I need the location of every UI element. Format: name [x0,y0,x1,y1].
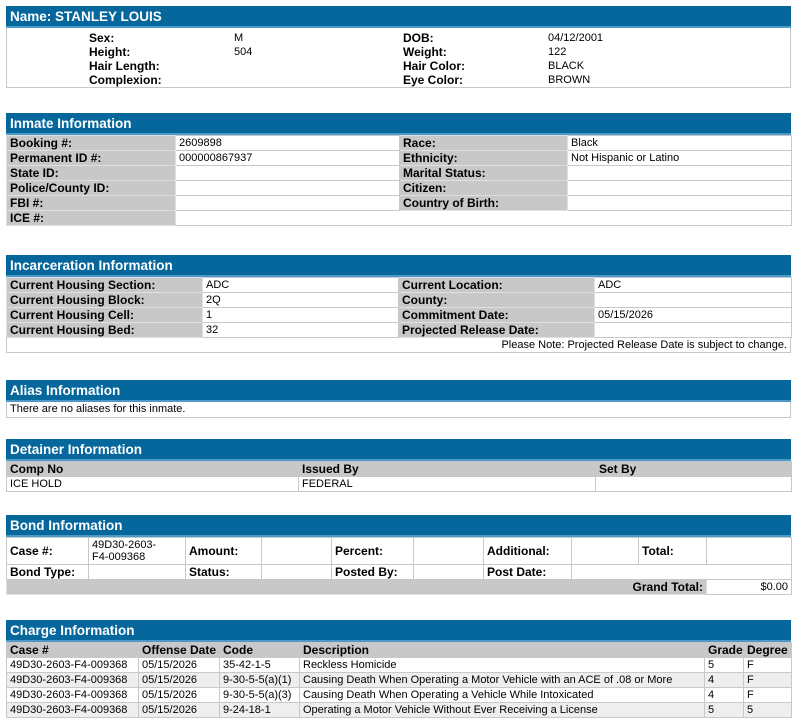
name-label: Name: [10,9,52,24]
commitment-date-value: 05/15/2026 [595,308,792,323]
bond-additional-label: Additional: [484,538,572,565]
housing-block-label: Current Housing Block: [7,293,203,308]
detainer-col-set-by: Set By [596,462,792,477]
bond-case-value [89,538,186,565]
charge-code: 9-30-5-5(a)(1) [220,673,300,688]
charge-offense-date: 05/15/2026 [139,703,220,718]
bond-table [6,537,792,595]
alias-section [6,380,791,418]
release-note: Please Note: Projected Release Date is subject to change. [6,338,791,353]
bond-type-value [89,565,186,580]
charge-case: 49D30-2603-F4-009368 [7,703,139,718]
permanent-id-value: 000000867937 [176,151,400,166]
detainer-issued-by: FEDERAL [299,477,596,492]
bond-percent-label: Percent: [332,538,414,565]
race-label: Race: [400,136,568,151]
name-header [6,6,791,28]
charge-case: 49D30-2603-F4-009368 [7,688,139,703]
bond-posted-by-label: Posted By: [332,565,414,580]
charge-offense-date: 05/15/2026 [139,688,220,703]
charge-description: Causing Death When Operating a Vehicle While Intoxicated [300,688,705,703]
current-location-label: Current Location: [399,278,595,293]
charge-offense-date: 05/15/2026 [139,673,220,688]
charge-description: Reckless Homicide [300,658,705,673]
bond-case-line2: F4-009368 [92,551,146,563]
bond-section [6,515,791,595]
detainer-comp-no: ICE HOLD [7,477,299,492]
charge-grade: 4 [705,688,744,703]
bond-post-date-value [572,565,792,580]
alias-header: Alias Information [6,380,791,402]
bond-type-label: Bond Type: [7,565,89,580]
bond-posted-by-value [414,565,484,580]
projected-release-label: Projected Release Date: [399,323,595,338]
table-row [7,703,792,718]
country-of-birth-value [568,196,792,211]
bond-case-line1: 49D30-2603- [92,539,157,551]
charge-degree: 5 [744,703,792,718]
state-id-value [176,166,400,181]
inmate-header: Inmate Information [6,113,791,135]
county-value [595,293,792,308]
hair-length-label: Hair Length: [89,59,160,73]
bond-status-label: Status: [186,565,262,580]
height-value: 504 [234,46,253,58]
citizen-label: Citizen: [400,181,568,196]
bond-percent-value [414,538,484,565]
table-row [7,477,792,492]
charge-table [6,642,792,718]
charge-case: 49D30-2603-F4-009368 [7,658,139,673]
dob-label: DOB: [403,31,434,45]
housing-cell-label: Current Housing Cell: [7,308,203,323]
table-row [7,673,792,688]
charge-description: Operating a Motor Vehicle Without Ever Receiving a License [300,703,705,718]
charge-col-offense-date: Offense Date [139,643,220,658]
alias-text: There are no aliases for this inmate. [6,402,791,418]
housing-section-label: Current Housing Section: [7,278,203,293]
detainer-set-by [596,477,792,492]
charge-col-code: Code [220,643,300,658]
charge-col-grade: Grade [705,643,744,658]
detainer-section [6,439,791,492]
permanent-id-label: Permanent ID #: [7,151,176,166]
charge-section [6,620,791,718]
bond-amount-value [262,538,332,565]
charge-col-case: Case # [7,643,139,658]
charge-description: Causing Death When Operating a Motor Vehicle with an ACE of .08 or More [300,673,705,688]
ethnicity-value: Not Hispanic or Latino [568,151,792,166]
bond-total-label: Total: [639,538,707,565]
charge-code: 35-42-1-5 [220,658,300,673]
height-label: Height: [89,45,131,59]
name-section [6,6,791,88]
projected-release-value [595,323,792,338]
commitment-date-label: Commitment Date: [399,308,595,323]
bond-amount-label: Amount: [186,538,262,565]
table-row [7,688,792,703]
charge-code: 9-24-18-1 [220,703,300,718]
hair-length-value [231,59,400,73]
charge-degree: F [744,688,792,703]
charge-col-degree: Degree [744,643,792,658]
citizen-value [568,181,792,196]
housing-block-value: 2Q [203,293,399,308]
bond-status-value [262,565,332,580]
charge-case: 49D30-2603-F4-009368 [7,673,139,688]
charge-grade: 5 [705,658,744,673]
table-row [7,658,792,673]
charge-degree: F [744,658,792,673]
county-label: County: [399,293,595,308]
police-id-label: Police/County ID: [7,181,176,196]
charge-offense-date: 05/15/2026 [139,658,220,673]
bond-case-label: Case #: [7,538,89,565]
ice-value [176,211,792,226]
race-value: Black [568,136,792,151]
charge-header: Charge Information [6,620,791,642]
charge-degree: F [744,673,792,688]
charge-grade: 4 [705,673,744,688]
housing-section-value: ADC [203,278,399,293]
marital-status-value [568,166,792,181]
grand-total-value: $0.00 [707,580,792,595]
ice-label: ICE #: [7,211,176,226]
state-id-label: State ID: [7,166,176,181]
sex-value: M [234,32,244,44]
charge-code: 9-30-5-5(a)(3) [220,688,300,703]
housing-bed-value: 32 [203,323,399,338]
detainer-col-comp-no: Comp No [7,462,299,477]
inmate-name: STANLEY LOUIS [55,9,162,24]
bond-post-date-label: Post Date: [484,565,572,580]
ethnicity-label: Ethnicity: [400,151,568,166]
complexion-label: Complexion: [89,73,162,87]
hair-color-value: BLACK [548,60,585,72]
housing-cell-value: 1 [203,308,399,323]
country-of-birth-label: Country of Birth: [400,196,568,211]
charge-header-row [7,643,792,658]
booking-value: 2609898 [176,136,400,151]
booking-label: Booking #: [7,136,176,151]
fbi-label: FBI #: [7,196,176,211]
inmate-table [6,135,792,226]
weight-label: Weight: [403,45,447,59]
charge-grade: 5 [705,703,744,718]
inmate-section [6,113,791,226]
complexion-value [231,73,400,87]
detainer-header-row [7,462,792,477]
hair-color-label: Hair Color: [403,59,466,73]
bond-total-value [707,538,792,565]
detainer-col-issued-by: Issued By [299,462,596,477]
incarceration-section [6,255,791,353]
personal-table [7,31,792,87]
detainer-header: Detainer Information [6,439,791,461]
incarceration-table [6,277,792,338]
weight-value: 122 [548,46,567,58]
bond-header: Bond Information [6,515,791,537]
bond-additional-value [572,538,639,565]
marital-status-label: Marital Status: [400,166,568,181]
incarceration-header: Incarceration Information [6,255,791,277]
grand-total-row [7,580,792,595]
housing-bed-label: Current Housing Bed: [7,323,203,338]
eye-color-label: Eye Color: [403,73,464,87]
charge-col-description: Description [300,643,705,658]
police-id-value [176,181,400,196]
dob-value: 04/12/2001 [548,32,604,44]
detainer-table [6,461,792,492]
eye-color-value: BROWN [548,74,591,86]
current-location-value: ADC [595,278,792,293]
sex-label: Sex: [89,31,115,45]
fbi-value [176,196,400,211]
grand-total-label: Grand Total: [7,580,707,595]
